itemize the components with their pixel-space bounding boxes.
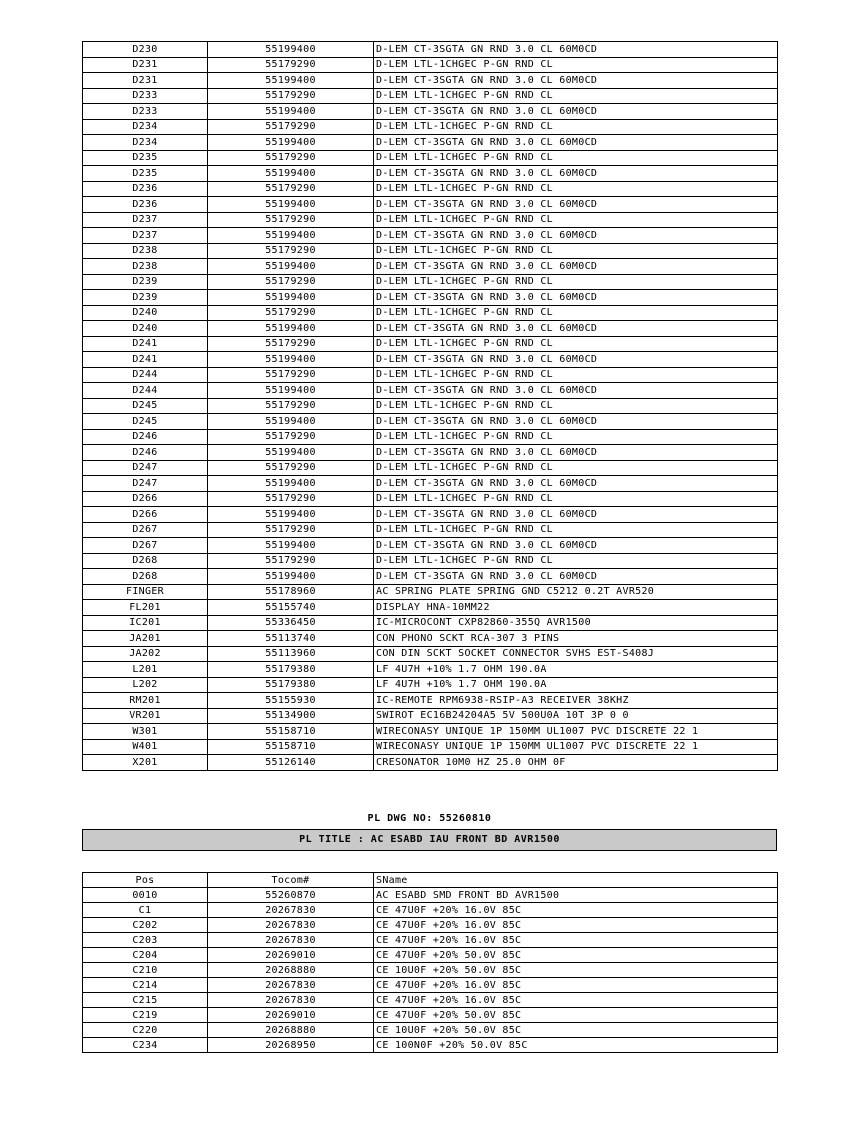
tocom-cell: 55336450 xyxy=(208,615,374,631)
pos-cell: D240 xyxy=(83,305,208,321)
pos-cell: JA202 xyxy=(83,646,208,662)
pos-cell: D245 xyxy=(83,398,208,414)
sname-cell: CE 47U0F +20% 16.0V 85C xyxy=(374,933,778,948)
tocom-cell: 55179290 xyxy=(208,243,374,259)
pos-cell: D245 xyxy=(83,414,208,430)
parts-table-body xyxy=(83,42,778,771)
tocom-cell: 55179290 xyxy=(208,336,374,352)
sname-cell: D-LEM LTL-1CHGEC P-GN RND CL xyxy=(374,119,778,135)
pos-cell: D235 xyxy=(83,150,208,166)
table-row xyxy=(83,646,778,662)
sname-cell: D-LEM LTL-1CHGEC P-GN RND CL xyxy=(374,212,778,228)
pos-cell: D237 xyxy=(83,212,208,228)
table-row xyxy=(83,978,778,993)
tocom-cell: 20268950 xyxy=(208,1038,374,1053)
sname-cell: CE 47U0F +20% 16.0V 85C xyxy=(374,903,778,918)
sname-cell: D-LEM LTL-1CHGEC P-GN RND CL xyxy=(374,398,778,414)
sname-cell: D-LEM CT-3SGTA GN RND 3.0 CL 60M0CD xyxy=(374,414,778,430)
pl-title-banner: PL TITLE : AC ESABD IAU FRONT BD AVR1500 xyxy=(82,829,777,851)
pos-cell: D241 xyxy=(83,336,208,352)
table-row xyxy=(83,228,778,244)
sname-cell: D-LEM LTL-1CHGEC P-GN RND CL xyxy=(374,522,778,538)
tocom-cell: 20269010 xyxy=(208,1008,374,1023)
sname-cell: D-LEM LTL-1CHGEC P-GN RND CL xyxy=(374,150,778,166)
tocom-cell: 20267830 xyxy=(208,903,374,918)
tocom-cell: 55199400 xyxy=(208,383,374,399)
pos-cell: D239 xyxy=(83,274,208,290)
tocom-cell: 55199400 xyxy=(208,197,374,213)
table-row xyxy=(83,1008,778,1023)
sname-cell: SWIROT EC16B24204A5 5V 500U0A 10T 3P 0 0 xyxy=(374,708,778,724)
sname-cell: D-LEM CT-3SGTA GN RND 3.0 CL 60M0CD xyxy=(374,383,778,399)
tocom-cell: 55179290 xyxy=(208,181,374,197)
tocom-cell: 55199400 xyxy=(208,569,374,585)
pos-cell: C210 xyxy=(83,963,208,978)
table-row xyxy=(83,57,778,73)
sname-cell: CE 47U0F +20% 16.0V 85C xyxy=(374,993,778,1008)
sname-cell: D-LEM CT-3SGTA GN RND 3.0 CL 60M0CD xyxy=(374,476,778,492)
pos-cell: C204 xyxy=(83,948,208,963)
pos-cell: D247 xyxy=(83,476,208,492)
table-row xyxy=(83,460,778,476)
tocom-cell: 55179290 xyxy=(208,553,374,569)
pos-cell: D267 xyxy=(83,522,208,538)
table-row xyxy=(83,119,778,135)
pos-cell: D230 xyxy=(83,42,208,58)
pos-cell: D234 xyxy=(83,135,208,151)
tocom-cell: 20269010 xyxy=(208,948,374,963)
component-table-body xyxy=(83,873,778,1053)
sname-cell: D-LEM LTL-1CHGEC P-GN RND CL xyxy=(374,88,778,104)
sname-cell: D-LEM LTL-1CHGEC P-GN RND CL xyxy=(374,336,778,352)
tocom-cell: 55199400 xyxy=(208,228,374,244)
table-row xyxy=(83,491,778,507)
sname-cell: DISPLAY HNA-10MM22 xyxy=(374,600,778,616)
sname-cell: CE 47U0F +20% 50.0V 85C xyxy=(374,1008,778,1023)
sname-cell: D-LEM LTL-1CHGEC P-GN RND CL xyxy=(374,57,778,73)
pos-cell: D238 xyxy=(83,243,208,259)
tocom-cell: 55199400 xyxy=(208,259,374,275)
tocom-cell: 55199400 xyxy=(208,352,374,368)
tocom-cell: 55179290 xyxy=(208,305,374,321)
tocom-cell: 55179290 xyxy=(208,57,374,73)
pos-cell: C219 xyxy=(83,1008,208,1023)
pos-cell: D240 xyxy=(83,321,208,337)
pos-cell: C220 xyxy=(83,1023,208,1038)
sname-cell: LF 4U7H +10% 1.7 OHM 190.0A xyxy=(374,662,778,678)
table-row xyxy=(83,918,778,933)
sname-cell: D-LEM CT-3SGTA GN RND 3.0 CL 60M0CD xyxy=(374,445,778,461)
tocom-cell: 55199400 xyxy=(208,42,374,58)
table-row xyxy=(83,600,778,616)
tocom-cell: 55199400 xyxy=(208,135,374,151)
pos-cell: D268 xyxy=(83,569,208,585)
sname-cell: D-LEM CT-3SGTA GN RND 3.0 CL 60M0CD xyxy=(374,135,778,151)
tocom-cell: 55179290 xyxy=(208,212,374,228)
table-row xyxy=(83,993,778,1008)
table-row xyxy=(83,383,778,399)
pos-cell: D268 xyxy=(83,553,208,569)
tocom-cell: 55199400 xyxy=(208,104,374,120)
tocom-cell: 55179380 xyxy=(208,677,374,693)
pos-cell: D238 xyxy=(83,259,208,275)
table-row xyxy=(83,259,778,275)
tocom-cell: 55158710 xyxy=(208,739,374,755)
pos-cell: D244 xyxy=(83,367,208,383)
tocom-cell: 55179290 xyxy=(208,367,374,383)
sname-cell: D-LEM LTL-1CHGEC P-GN RND CL xyxy=(374,491,778,507)
pos-cell: D235 xyxy=(83,166,208,182)
sname-cell: D-LEM CT-3SGTA GN RND 3.0 CL 60M0CD xyxy=(374,104,778,120)
table-row xyxy=(83,903,778,918)
column-header-tocom: Tocom# xyxy=(208,873,374,888)
pos-cell: D236 xyxy=(83,197,208,213)
tocom-cell: 55199400 xyxy=(208,538,374,554)
sname-cell: D-LEM CT-3SGTA GN RND 3.0 CL 60M0CD xyxy=(374,290,778,306)
pos-cell: D236 xyxy=(83,181,208,197)
sname-cell: D-LEM CT-3SGTA GN RND 3.0 CL 60M0CD xyxy=(374,569,778,585)
tocom-cell: 55199400 xyxy=(208,476,374,492)
pos-cell: D246 xyxy=(83,429,208,445)
tocom-cell: 20267830 xyxy=(208,918,374,933)
tocom-cell: 55199400 xyxy=(208,414,374,430)
table-row xyxy=(83,662,778,678)
table-row xyxy=(83,73,778,89)
tocom-cell: 55126140 xyxy=(208,755,374,771)
tocom-cell: 20267830 xyxy=(208,933,374,948)
sname-cell: CON PHONO SCKT RCA-307 3 PINS xyxy=(374,631,778,647)
table-row xyxy=(83,212,778,228)
sname-cell: CE 100N0F +20% 50.0V 85C xyxy=(374,1038,778,1053)
sname-cell: D-LEM LTL-1CHGEC P-GN RND CL xyxy=(374,460,778,476)
table-row xyxy=(83,197,778,213)
table-row xyxy=(83,336,778,352)
sname-cell: D-LEM CT-3SGTA GN RND 3.0 CL 60M0CD xyxy=(374,73,778,89)
pos-cell: D246 xyxy=(83,445,208,461)
tocom-cell: 55179290 xyxy=(208,491,374,507)
pos-cell: D239 xyxy=(83,290,208,306)
table-row xyxy=(83,243,778,259)
table-row xyxy=(83,104,778,120)
pos-cell: D244 xyxy=(83,383,208,399)
tocom-cell: 55199400 xyxy=(208,73,374,89)
table-row xyxy=(83,933,778,948)
table-row xyxy=(83,367,778,383)
pos-cell: JA201 xyxy=(83,631,208,647)
tocom-cell: 20267830 xyxy=(208,993,374,1008)
sname-cell: CE 47U0F +20% 16.0V 85C xyxy=(374,918,778,933)
table-row xyxy=(83,42,778,58)
column-header-sname: SName xyxy=(374,873,778,888)
sname-cell: D-LEM LTL-1CHGEC P-GN RND CL xyxy=(374,367,778,383)
pos-cell: X201 xyxy=(83,755,208,771)
sname-cell: D-LEM LTL-1CHGEC P-GN RND CL xyxy=(374,429,778,445)
tocom-cell: 55155740 xyxy=(208,600,374,616)
sname-cell: CE 10U0F +20% 50.0V 85C xyxy=(374,963,778,978)
tocom-cell: 55199400 xyxy=(208,166,374,182)
sname-cell: LF 4U7H +10% 1.7 OHM 190.0A xyxy=(374,677,778,693)
table-header-row xyxy=(83,873,778,888)
tocom-cell: 55134900 xyxy=(208,708,374,724)
sname-cell: D-LEM CT-3SGTA GN RND 3.0 CL 60M0CD xyxy=(374,538,778,554)
sname-cell: CE 47U0F +20% 16.0V 85C xyxy=(374,978,778,993)
sname-cell: D-LEM LTL-1CHGEC P-GN RND CL xyxy=(374,243,778,259)
sname-cell: CE 47U0F +20% 50.0V 85C xyxy=(374,948,778,963)
tocom-cell: 55179290 xyxy=(208,274,374,290)
tocom-cell: 55179380 xyxy=(208,662,374,678)
pos-cell: FINGER xyxy=(83,584,208,600)
table-row xyxy=(83,584,778,600)
table-row xyxy=(83,693,778,709)
table-row xyxy=(83,429,778,445)
pos-cell: D237 xyxy=(83,228,208,244)
table-row xyxy=(83,274,778,290)
table-row xyxy=(83,724,778,740)
table-row xyxy=(83,88,778,104)
pos-cell: W401 xyxy=(83,739,208,755)
sname-cell: D-LEM CT-3SGTA GN RND 3.0 CL 60M0CD xyxy=(374,259,778,275)
sname-cell: WIRECONASY UNIQUE 1P 150MM UL1007 PVC DISCRETE 22 1 xyxy=(374,724,778,740)
column-header-pos: Pos xyxy=(83,873,208,888)
tocom-cell: 55179290 xyxy=(208,398,374,414)
sname-cell: CE 10U0F +20% 50.0V 85C xyxy=(374,1023,778,1038)
table-row xyxy=(83,135,778,151)
sname-cell: D-LEM CT-3SGTA GN RND 3.0 CL 60M0CD xyxy=(374,228,778,244)
pos-cell: 0010 xyxy=(83,888,208,903)
table-row xyxy=(83,569,778,585)
pos-cell: W301 xyxy=(83,724,208,740)
table-row xyxy=(83,150,778,166)
sname-cell: D-LEM CT-3SGTA GN RND 3.0 CL 60M0CD xyxy=(374,321,778,337)
pos-cell: D231 xyxy=(83,73,208,89)
pos-cell: D266 xyxy=(83,491,208,507)
tocom-cell: 55178960 xyxy=(208,584,374,600)
sname-cell: D-LEM CT-3SGTA GN RND 3.0 CL 60M0CD xyxy=(374,166,778,182)
table-row xyxy=(83,305,778,321)
table-row xyxy=(83,290,778,306)
table-row xyxy=(83,476,778,492)
pl-drawing-number: PL DWG NO: 55260810 xyxy=(367,813,492,824)
table-row xyxy=(83,553,778,569)
sname-cell: WIRECONASY UNIQUE 1P 150MM UL1007 PVC DISCRETE 22 1 xyxy=(374,739,778,755)
table-row xyxy=(83,1038,778,1053)
pos-cell: L201 xyxy=(83,662,208,678)
table-row xyxy=(83,352,778,368)
table-row xyxy=(83,522,778,538)
sname-cell: IC-MICROCONT CXP82860-355Q AVR1500 xyxy=(374,615,778,631)
sname-cell: D-LEM LTL-1CHGEC P-GN RND CL xyxy=(374,181,778,197)
table-row xyxy=(83,166,778,182)
sname-cell: D-LEM CT-3SGTA GN RND 3.0 CL 60M0CD xyxy=(374,42,778,58)
tocom-cell: 55199400 xyxy=(208,445,374,461)
tocom-cell: 20268880 xyxy=(208,963,374,978)
sname-cell: CRESONATOR 10M0 HZ 25.0 OHM 0F xyxy=(374,755,778,771)
table-row xyxy=(83,414,778,430)
sname-cell: IC-REMOTE RPM6938-RSIP-A3 RECEIVER 38KHZ xyxy=(374,693,778,709)
pos-cell: D266 xyxy=(83,507,208,523)
table-row xyxy=(83,1023,778,1038)
tocom-cell: 55199400 xyxy=(208,507,374,523)
table-row xyxy=(83,888,778,903)
pos-cell: C215 xyxy=(83,993,208,1008)
table-row xyxy=(83,755,778,771)
pos-cell: C1 xyxy=(83,903,208,918)
sname-cell: AC SPRING PLATE SPRING GND C5212 0.2T AVR520 xyxy=(374,584,778,600)
tocom-cell: 55199400 xyxy=(208,290,374,306)
sname-cell: D-LEM CT-3SGTA GN RND 3.0 CL 60M0CD xyxy=(374,352,778,368)
parts-table xyxy=(82,41,778,771)
table-row xyxy=(83,708,778,724)
tocom-cell: 55179290 xyxy=(208,460,374,476)
table-row xyxy=(83,445,778,461)
pos-cell: C202 xyxy=(83,918,208,933)
pos-cell: C214 xyxy=(83,978,208,993)
sname-cell: D-LEM CT-3SGTA GN RND 3.0 CL 60M0CD xyxy=(374,507,778,523)
table-row xyxy=(83,181,778,197)
tocom-cell: 55199400 xyxy=(208,321,374,337)
tocom-cell: 55179290 xyxy=(208,150,374,166)
table-row xyxy=(83,615,778,631)
table-row xyxy=(83,677,778,693)
tocom-cell: 20267830 xyxy=(208,978,374,993)
table-row xyxy=(83,948,778,963)
table-row xyxy=(83,631,778,647)
pos-cell: FL201 xyxy=(83,600,208,616)
table-row xyxy=(83,538,778,554)
pos-cell: VR201 xyxy=(83,708,208,724)
tocom-cell: 55155930 xyxy=(208,693,374,709)
pos-cell: D234 xyxy=(83,119,208,135)
table-row xyxy=(83,963,778,978)
table-row xyxy=(83,398,778,414)
tocom-cell: 55179290 xyxy=(208,522,374,538)
tocom-cell: 55179290 xyxy=(208,429,374,445)
pos-cell: D231 xyxy=(83,57,208,73)
pos-cell: C234 xyxy=(83,1038,208,1053)
pos-cell: D247 xyxy=(83,460,208,476)
table-row xyxy=(83,507,778,523)
sname-cell: CON DIN SCKT SOCKET CONNECTOR SVHS EST-S408J xyxy=(374,646,778,662)
sname-cell: D-LEM LTL-1CHGEC P-GN RND CL xyxy=(374,274,778,290)
tocom-cell: 55113740 xyxy=(208,631,374,647)
pos-cell: RM201 xyxy=(83,693,208,709)
tocom-cell: 55113960 xyxy=(208,646,374,662)
tocom-cell: 55260870 xyxy=(208,888,374,903)
tocom-cell: 55179290 xyxy=(208,88,374,104)
tocom-cell: 55158710 xyxy=(208,724,374,740)
pos-cell: D267 xyxy=(83,538,208,554)
sname-cell: D-LEM LTL-1CHGEC P-GN RND CL xyxy=(374,553,778,569)
pos-cell: D233 xyxy=(83,88,208,104)
tocom-cell: 55179290 xyxy=(208,119,374,135)
table-row xyxy=(83,739,778,755)
table-row xyxy=(83,321,778,337)
sname-cell: AC ESABD SMD FRONT BD AVR1500 xyxy=(374,888,778,903)
pos-cell: IC201 xyxy=(83,615,208,631)
sname-cell: D-LEM LTL-1CHGEC P-GN RND CL xyxy=(374,305,778,321)
pos-cell: L202 xyxy=(83,677,208,693)
pos-cell: D233 xyxy=(83,104,208,120)
tocom-cell: 20268880 xyxy=(208,1023,374,1038)
pos-cell: C203 xyxy=(83,933,208,948)
component-table xyxy=(82,872,778,1053)
sname-cell: D-LEM CT-3SGTA GN RND 3.0 CL 60M0CD xyxy=(374,197,778,213)
pos-cell: D241 xyxy=(83,352,208,368)
